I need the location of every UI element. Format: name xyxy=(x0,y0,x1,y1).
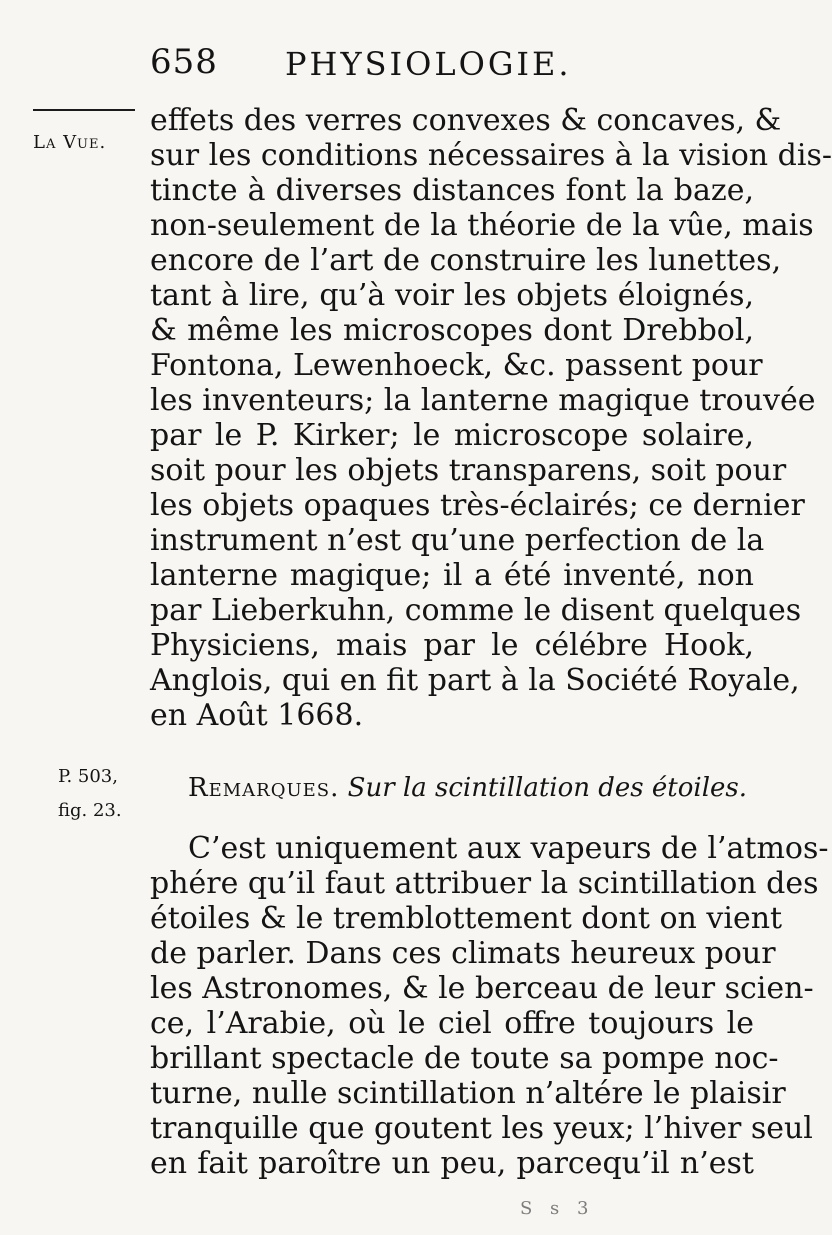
paragraph-1-line-8: Fontona, Lewenhoeck, &c. passent pour xyxy=(150,348,763,383)
running-head: PHYSIOLOGIE. xyxy=(285,45,572,83)
section-heading-main: Remarques. xyxy=(188,773,340,803)
paragraph-2-line-5: les Astronomes, & le berceau de leur scien- xyxy=(150,971,814,1006)
margin-section-label: La Vue. xyxy=(33,132,107,153)
paragraph-2-line-3: étoiles & le tremblottement dont on vient xyxy=(150,901,783,936)
section-heading-subtitle: Sur la scintillation des étoiles. xyxy=(347,773,748,803)
paragraph-2-line-7: brillant spectacle de toute sa pompe noc- xyxy=(150,1041,779,1076)
paragraph-1-line-10: par le P. Kirker; le microscope solaire, xyxy=(150,418,754,453)
margin-reference-figure: fig. 23. xyxy=(58,800,122,821)
signature-mark: S s 3 xyxy=(520,1198,595,1219)
paragraph-1-line-11: soit pour les objets transparens, soit pour xyxy=(150,453,787,488)
paragraph-2-line-6: ce, l’Arabie, où le ciel offre toujours le xyxy=(150,1006,754,1041)
paragraph-2-line-1: C’est uniquement aux vapeurs de l’atmos- xyxy=(188,831,829,866)
paragraph-1-line-18: en Août 1668. xyxy=(150,698,364,733)
paragraph-1-line-9: les inventeurs; la lanterne magique trouvée xyxy=(150,383,816,418)
margin-rule xyxy=(33,109,135,111)
paragraph-1-line-13: instrument n’est qu’une perfection de la xyxy=(150,523,765,558)
paragraph-1-line-16: Physiciens, mais par le célébre Hook, xyxy=(150,628,754,663)
paragraph-1-line-7: & même les microscopes dont Drebbol, xyxy=(150,313,754,348)
paragraph-1-line-6: tant à lire, qu’à voir les objets éloignés, xyxy=(150,278,754,313)
paragraph-1-line-15: par Lieberkuhn, comme le disent quelques xyxy=(150,593,802,628)
paragraph-2-line-8: turne, nulle scintillation n’altére le plaisir xyxy=(150,1076,786,1111)
paragraph-1-line-2: sur les conditions nécessaires à la vision dis- xyxy=(150,138,832,173)
section-heading xyxy=(188,768,754,808)
paragraph-2-line-10: en fait paroître un peu, parcequ’il n’est xyxy=(150,1146,754,1181)
paragraph-1-line-12: les objets opaques très-éclairés; ce dernier xyxy=(150,488,805,523)
paragraph-1-line-5: encore de l’art de construire les lunettes, xyxy=(150,243,782,278)
paragraph-2-line-2: phére qu’il faut attribuer la scintillation des xyxy=(150,866,819,901)
page-number: 658 xyxy=(150,42,218,82)
paragraph-1-line-4: non-seulement de la théorie de la vûe, mais xyxy=(150,208,814,243)
paragraph-1-line-3: tincte à diverses distances font la baze, xyxy=(150,173,754,208)
paragraph-2-line-4: de parler. Dans ces climats heureux pour xyxy=(150,936,776,971)
paragraph-1-line-17: Anglois, qui en fit part à la Société Royale, xyxy=(150,663,800,698)
page-header xyxy=(150,42,770,88)
paragraph-1-line-1: effets des verres convexes & concaves, & xyxy=(150,103,782,138)
paragraph-2-line-9: tranquille que goutent les yeux; l’hiver seul xyxy=(150,1111,813,1146)
paragraph-1-line-14: lanterne magique; il a été inventé, non xyxy=(150,558,754,593)
margin-reference-page: P. 503, xyxy=(58,766,118,787)
